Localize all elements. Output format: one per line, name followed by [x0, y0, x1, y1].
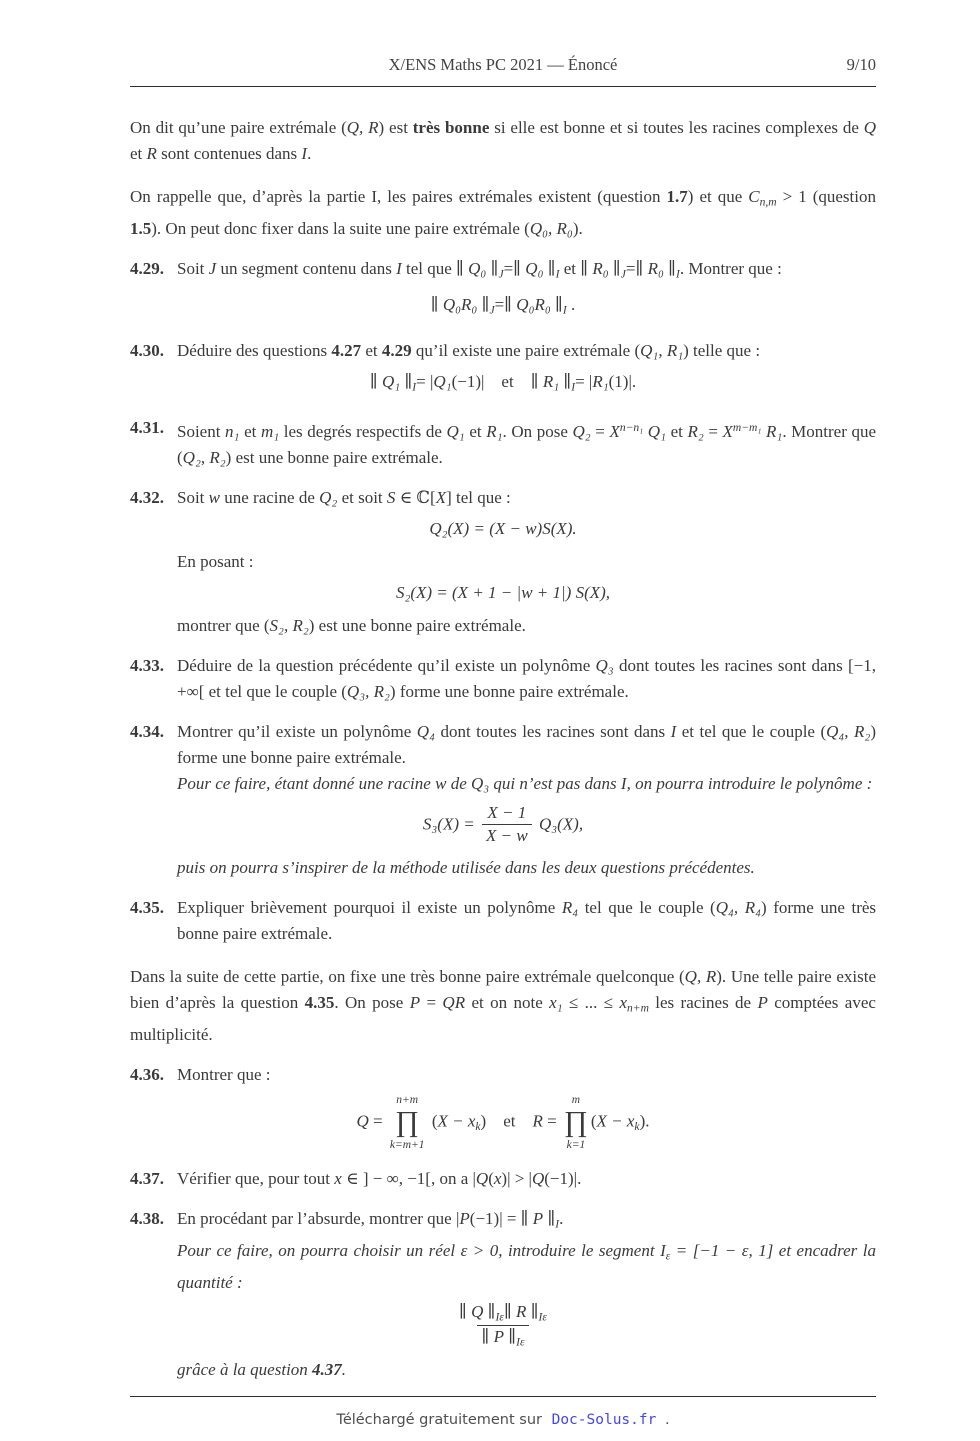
text-run: Q₃	[470, 773, 490, 793]
text-run: S₂, R₂	[269, 615, 309, 635]
text-run: ∥	[481, 1326, 494, 1346]
text-run: et	[130, 144, 147, 163]
text-run: ∥	[503, 1301, 517, 1321]
text-run: Q₃	[595, 655, 614, 675]
text-run: I	[555, 267, 560, 281]
footer-rule	[130, 1396, 876, 1397]
text-run: )	[480, 1111, 487, 1131]
text-run: Q₀	[468, 258, 487, 278]
text-run: Déduire de la question précédente qu’il existe un polynôme	[177, 655, 596, 675]
text-run: ).	[572, 218, 583, 238]
question-item	[130, 415, 876, 471]
operator-lower-limit: k=1	[566, 1138, 586, 1151]
footer-prefix: Téléchargé gratuitement sur	[336, 1412, 542, 1428]
text-run: Q, R	[346, 118, 379, 137]
paragraph	[177, 1357, 876, 1383]
formula	[130, 580, 876, 606]
text-run: =	[368, 1111, 387, 1131]
question-item	[130, 653, 876, 705]
text-run: ε	[665, 1249, 671, 1263]
text-run: tel que le couple (	[578, 898, 716, 918]
text-run: k	[475, 1120, 481, 1134]
text-run: = |	[416, 372, 434, 392]
header-rule	[130, 86, 876, 87]
question-item	[130, 1062, 876, 1088]
fraction-numerator	[483, 802, 530, 825]
text-run: J	[498, 267, 504, 281]
text-run: On dit qu’une paire extrémale (	[130, 118, 347, 137]
text-run: = |	[575, 372, 593, 392]
text-run: =	[703, 421, 723, 441]
text-run: =∥	[503, 258, 526, 278]
text-run: ∥	[483, 1301, 496, 1321]
question-number: 4.31.	[130, 417, 164, 437]
text-run: x₁	[549, 993, 563, 1013]
text-run: En posant :	[177, 551, 254, 571]
text-run: dont toutes les racines sont dans [−1, +∞[ et tel que le couple (	[177, 655, 876, 701]
text-run: ∥	[559, 372, 572, 392]
text-run: R₁	[592, 372, 609, 392]
text-run: ∥	[486, 258, 499, 278]
text-run: Montrer qu’il existe un polynôme	[177, 721, 417, 741]
text-run: ) telle que :	[683, 341, 761, 361]
text-run: Q₂	[319, 487, 338, 507]
text-run: 4.35	[304, 993, 335, 1013]
text-run: =∥	[494, 295, 517, 315]
text-run: Soit	[177, 258, 209, 278]
text-run: qui n’est pas dans	[489, 773, 621, 793]
text-run: (	[427, 1111, 438, 1131]
text-run: m−m₁	[732, 420, 762, 434]
text-run: R₁	[542, 372, 560, 392]
text-run: Soient	[177, 421, 226, 441]
text-run: I	[620, 773, 627, 793]
text-run: ∥	[543, 258, 556, 278]
footer-text-row	[130, 1407, 876, 1433]
text-run: (1)|.	[608, 372, 637, 392]
text-run: ∥	[530, 372, 543, 392]
text-run: dont toutes les racines sont dans	[434, 721, 671, 741]
text-run: et	[484, 372, 531, 392]
text-run: R₀	[647, 258, 664, 278]
text-run: ) est une bonne paire extrémale.	[308, 615, 526, 635]
paragraph	[130, 115, 876, 167]
text-run: R₁	[766, 421, 783, 441]
text-run: Q₂	[572, 421, 591, 441]
text-run: X	[609, 421, 620, 441]
text-run: une racine de	[220, 487, 320, 507]
text-run: On rappelle que, d’après la partie I, les paires extrémales existent (question	[130, 187, 667, 206]
text-run: Q₁, R₁	[640, 341, 684, 361]
text-run: Q₃, R₂	[346, 681, 390, 701]
footer-link[interactable]: Doc-Solus.fr	[551, 1412, 657, 1428]
text-run: J	[620, 267, 626, 281]
text-run: n−n₁	[619, 420, 644, 434]
text-run: I	[301, 144, 308, 163]
text-run: ∥	[663, 258, 676, 278]
question-item	[130, 485, 876, 511]
text-run: . Montrer que (	[177, 421, 877, 467]
text-run: P	[493, 1326, 504, 1346]
text-run: un segment contenu dans	[216, 258, 397, 278]
text-run: , on pourra introduire le polynôme :	[626, 773, 873, 793]
text-run: et	[486, 1111, 533, 1131]
text-run: puis on pourra s’inspirer de la méthode utilisée dans les deux questions précédentes.	[177, 858, 755, 878]
text-run: Dans la suite de cette partie, on fixe une très bonne paire extrémale quelconque (	[130, 967, 685, 987]
text-run: I	[571, 380, 576, 394]
text-run: ∈ ℂ[	[395, 487, 436, 507]
text-run: ).	[639, 1111, 650, 1131]
text-run: S	[386, 487, 396, 507]
text-run: tel que ∥	[401, 258, 469, 278]
text-run: Q₃(X),	[534, 813, 584, 833]
text-run: (−1)| = ∥	[469, 1209, 533, 1229]
text-run: Q₂, R₂	[182, 447, 226, 467]
text-run: très bonne	[412, 118, 490, 137]
text-run: ) et que	[687, 187, 749, 206]
text-run: n₁	[225, 421, 240, 441]
text-run: (	[488, 1169, 494, 1189]
product-symbol: ∏	[563, 1106, 588, 1139]
text-run: . On pose	[502, 421, 573, 441]
operator-upper-limit: n+m	[396, 1094, 419, 1107]
question-number: 4.38.	[130, 1209, 164, 1229]
text-run: I	[562, 304, 567, 318]
text-run: les racines de	[648, 993, 758, 1013]
text-run: =	[542, 1111, 561, 1131]
text-run: S₃(X) =	[422, 813, 479, 833]
text-run: (	[590, 1111, 597, 1131]
text-run: Pour ce faire, étant donné une racine	[177, 773, 436, 793]
paragraph	[177, 855, 876, 881]
page-footer	[130, 1396, 876, 1433]
text-run: 4.37	[312, 1360, 342, 1380]
text-run: ). On peut donc fixer dans la suite une paire extrémale (	[151, 218, 530, 238]
text-run: X	[722, 421, 733, 441]
text-run: n,m	[759, 195, 777, 209]
text-run: S₂(X) = (X + 1 − |w + 1|) S(X),	[395, 582, 611, 602]
question-item	[130, 895, 876, 947]
text-run: ∥	[526, 1301, 539, 1321]
text-run: ∥	[369, 372, 382, 392]
text-run: Q₄	[416, 721, 435, 741]
formula	[130, 802, 876, 849]
text-run: Iε	[516, 1335, 525, 1349]
text-run: R₀	[592, 258, 609, 278]
paragraph	[177, 549, 876, 575]
fraction	[455, 1301, 551, 1351]
paragraph	[130, 964, 876, 1048]
text-run: ∥	[503, 1326, 517, 1346]
text-run: .	[566, 295, 576, 315]
text-run: ) forme une très bonne paire extrémale.	[177, 898, 877, 944]
text-run: ∥	[430, 295, 443, 315]
question-number: 4.36.	[130, 1065, 164, 1085]
text-run: et ∥	[559, 258, 593, 278]
question-item	[130, 338, 876, 364]
footer-suffix: .	[664, 1412, 670, 1428]
text-run: Q	[531, 1169, 545, 1189]
text-run: Q₀R₀	[442, 295, 478, 315]
question-number: 4.34.	[130, 721, 164, 741]
text-run: grâce à la question	[177, 1360, 313, 1380]
text-run: Q₁	[647, 421, 666, 441]
text-run: ). Une telle paire existe bien d’après la question	[130, 967, 877, 1013]
text-run: I	[660, 1240, 666, 1260]
product-operator	[390, 1093, 425, 1152]
text-run: ∥	[477, 295, 490, 315]
operator-lower-limit: k=m+1	[389, 1138, 425, 1151]
document-blocks	[130, 115, 876, 1383]
question-number: 4.37.	[130, 1169, 164, 1189]
text-run: X − w	[485, 826, 528, 846]
header-row	[130, 0, 876, 78]
text-run: =	[420, 993, 443, 1013]
text-run: R	[516, 1301, 527, 1321]
text-run: Iε	[495, 1310, 504, 1324]
text-run: Q₄, R₄	[715, 898, 762, 918]
text-run: X − x	[437, 1111, 476, 1131]
text-run: R₂	[687, 421, 704, 441]
text-run: et soit	[337, 487, 387, 507]
text-run: Q	[475, 1169, 489, 1189]
text-run: ∥	[608, 258, 621, 278]
text-run: QR	[442, 993, 466, 1013]
text-run: ) forme une bonne paire extrémale.	[177, 721, 876, 767]
text-run: P	[532, 1209, 544, 1229]
text-run: R₁	[486, 421, 503, 441]
page-header	[0, 0, 980, 87]
text-run: n+m	[627, 1002, 649, 1016]
fraction-denominator	[482, 824, 532, 848]
text-run: x	[619, 993, 628, 1013]
text-run: I	[412, 380, 417, 394]
text-run: I	[670, 721, 677, 741]
fraction-numerator	[455, 1301, 551, 1325]
text-run: = [−1 − ε, 1] et encadrer la quantité :	[177, 1240, 876, 1292]
text-run: Q₁	[382, 372, 401, 392]
text-run: et on note	[465, 993, 550, 1013]
text-run: . Montrer que :	[679, 258, 782, 278]
text-run: (−1)|	[451, 372, 485, 392]
text-run: Q	[863, 118, 877, 137]
text-run: X − 1	[487, 802, 527, 822]
text-run: Soit	[177, 487, 209, 507]
text-run: les degrés respectifs de	[279, 421, 447, 441]
text-run: I	[675, 267, 680, 281]
question-number: 4.29.	[130, 258, 164, 278]
text-run: R	[532, 1111, 543, 1131]
text-run: =	[590, 421, 610, 441]
formula	[130, 1093, 876, 1152]
text-run: Expliquer brièvement pourquoi il existe un polynôme	[177, 898, 562, 918]
text-run: J	[208, 258, 217, 278]
text-run: ≤ ... ≤	[562, 993, 620, 1013]
formula	[130, 292, 876, 324]
text-run: P	[459, 1209, 470, 1229]
question-item	[130, 719, 876, 771]
paragraph	[177, 1238, 876, 1296]
text-run: Q, R	[684, 967, 717, 987]
product-symbol: ∏	[395, 1106, 420, 1139]
text-run: Q₄, R₂	[826, 721, 871, 741]
text-run: Q₂(X) = (X − w)S(X).	[429, 518, 577, 538]
operator-upper-limit: m	[571, 1094, 581, 1107]
text-run: > 1 (question	[776, 187, 876, 206]
text-run: sont contenues dans	[156, 144, 302, 163]
text-run: Iε	[538, 1310, 547, 1324]
formula	[130, 1301, 876, 1351]
paragraph	[177, 771, 876, 797]
text-run: P	[757, 993, 768, 1013]
text-run: w	[435, 773, 447, 793]
text-run: 4.27	[331, 341, 362, 361]
text-run: x	[334, 1169, 342, 1189]
page-number: 9/10	[846, 55, 876, 74]
text-run: Q₁	[446, 421, 465, 441]
question-number: 4.30.	[130, 341, 164, 361]
text-run: et	[239, 421, 261, 441]
text-run: Q₁	[433, 372, 452, 392]
question-item	[130, 1206, 876, 1238]
fraction-denominator	[477, 1325, 528, 1350]
text-run: ∥	[400, 372, 413, 392]
formula	[130, 369, 876, 401]
text-run: 1.7	[666, 187, 688, 206]
text-run: et	[361, 341, 382, 361]
text-run: comptées avec multiplicité.	[130, 993, 876, 1045]
text-run: w	[208, 487, 220, 507]
text-run: C	[748, 187, 760, 206]
text-run: =∥	[625, 258, 648, 278]
header-title: X/ENS Maths PC 2021 — Énoncé	[388, 55, 618, 74]
text-run: I	[396, 258, 402, 278]
text-run: )| > |	[501, 1169, 532, 1189]
text-run: ∥	[543, 1209, 556, 1229]
question-item	[130, 256, 876, 288]
text-run: Vérifier que, pour tout	[177, 1169, 335, 1189]
text-run: ) est	[378, 118, 413, 137]
text-run: En procédant par l’absurde, montrer que |	[177, 1209, 460, 1229]
text-run: ] tel que :	[446, 487, 511, 507]
text-run: ) est une bonne paire extrémale.	[225, 447, 443, 467]
text-run: .	[341, 1360, 347, 1380]
text-run: Q	[356, 1111, 369, 1131]
text-run: x	[493, 1169, 502, 1189]
question-number: 4.32.	[130, 487, 164, 507]
text-run: ∥	[550, 295, 563, 315]
text-run: .	[307, 144, 312, 163]
text-run: R	[146, 144, 157, 163]
question-number: 4.33.	[130, 655, 164, 675]
text-run: (−1)|.	[544, 1169, 582, 1189]
text-run: 1.5	[130, 218, 152, 238]
text-run: . On pose	[334, 993, 410, 1013]
text-run: 4.29	[381, 341, 412, 361]
paragraph	[177, 613, 876, 639]
text-run: Pour ce faire, on pourra choisir un réel ε > 0, introduire le segment	[177, 1240, 661, 1260]
text-run: X − x	[596, 1111, 635, 1131]
text-run: Q	[471, 1301, 484, 1321]
text-run: et tel que le couple (	[676, 721, 827, 741]
text-run: m₁	[260, 421, 280, 441]
text-run: ∥	[459, 1301, 472, 1321]
paragraph	[130, 184, 876, 242]
text-run: k	[634, 1120, 640, 1134]
fraction	[482, 802, 532, 849]
text-run: ∈ ] − ∞, −1[, on a |	[341, 1169, 476, 1189]
text-run: montrer que (	[177, 615, 270, 635]
text-run: si elle est bonne et si toutes les racines complexes de	[489, 118, 864, 137]
text-run: et	[665, 421, 688, 441]
question-number: 4.35.	[130, 898, 164, 918]
question-item	[130, 1166, 876, 1192]
text-run: .	[559, 1209, 564, 1229]
text-run: Montrer que :	[177, 1065, 271, 1085]
formula	[130, 516, 876, 542]
text-run: qu’il existe une paire extrémale (	[411, 341, 641, 361]
text-run: de	[446, 773, 471, 793]
text-run: J	[489, 304, 495, 318]
text-run: Déduire des questions	[177, 341, 332, 361]
product-operator	[564, 1093, 588, 1152]
text-run: R₄	[561, 898, 579, 918]
text-run: Q₀R₀	[516, 295, 551, 315]
text-run: Q₀, R₀	[529, 218, 573, 238]
text-run: P	[409, 993, 421, 1013]
text-run: et	[464, 421, 487, 441]
text-run: I	[555, 1217, 560, 1231]
text-run: X	[435, 487, 447, 507]
text-run: Q₀	[525, 258, 544, 278]
text-run: ) forme une bonne paire extrémale.	[389, 681, 629, 701]
